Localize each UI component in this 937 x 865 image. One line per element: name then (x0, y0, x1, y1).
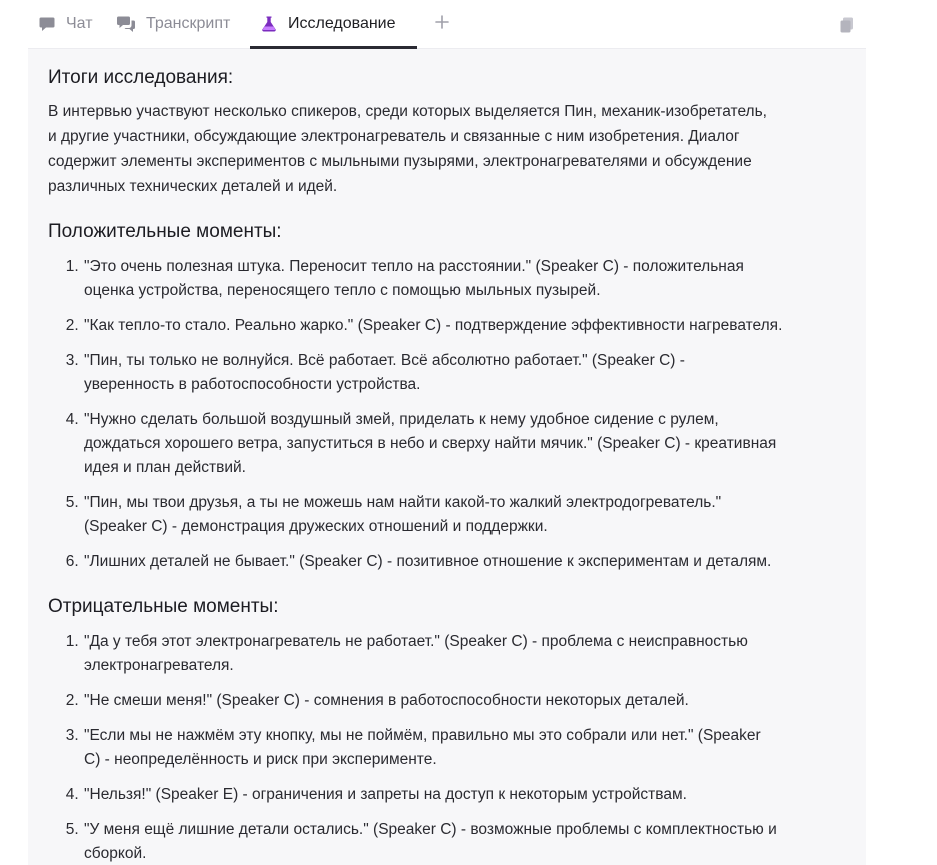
list-item (83, 255, 848, 303)
list-item-line: (Speaker C) - демонстрация дружеских отношений и поддержки. (84, 518, 548, 535)
add-tab-button[interactable] (432, 14, 452, 34)
list-item-line: "У меня ещё лишние детали остались." (Speaker C) - возможные проблемы с комплектностью и (84, 821, 777, 838)
list-item-line: оценка устройства, переносящего тепло с помощью мыльных пузырей. (84, 282, 601, 299)
copy-icon (838, 21, 856, 38)
list-item-line: дождаться хорошего ветра, запуститься в небо и сверху найти мячик." (Speaker C) - креативная (84, 435, 777, 452)
tab-research[interactable] (260, 0, 396, 48)
list-item-line: "Нельзя!" (Speaker E) - ограничения и запреты на доступ к некоторым устройствам. (84, 786, 687, 803)
list-item-line: "Не смеши меня!" (Speaker C) - сомнения в работоспособности некоторых деталей. (84, 692, 689, 709)
list-item-line: "Да у тебя этот электронагреватель не работает." (Speaker C) - проблема с неисправностью (84, 633, 748, 650)
list-item (83, 818, 848, 865)
list-item-line: электронагревателя. (84, 657, 234, 674)
transcript-bubbles-icon (116, 15, 136, 33)
plus-icon (435, 15, 449, 34)
summary-line: и другие участники, обсуждающие электронагреватель и связанные с ним изобретения. Диалог (48, 128, 740, 145)
tab-research-label: Исследование (288, 15, 396, 32)
negative-title: Отрицательные моменты: (48, 596, 279, 617)
list-item (83, 550, 848, 574)
list-item-line: "Пин, мы твои друзья, а ты не можешь нам найти какой-то жалкий электродогреватель." (84, 494, 722, 511)
list-item (83, 491, 848, 539)
list-item-line: "Как тепло-то стало. Реально жарко." (Speaker C) - подтверждение эффективности нагревателя. (84, 317, 783, 334)
tab-transcript[interactable] (116, 0, 230, 48)
list-item-line: идея и план действий. (84, 459, 246, 476)
list-item-line: сборкой. (84, 845, 147, 862)
tab-chat-label: Чат (66, 15, 93, 32)
tab-transcript-label: Транскрипт (146, 15, 231, 32)
summary-line: содержит элементы экспериментов с мыльными пузырями, электронагревателями и обсуждение (48, 153, 752, 170)
list-item (83, 689, 848, 713)
tab-bar (28, 0, 866, 49)
summary-line: различных технических деталей и идей. (48, 178, 338, 195)
list-item (83, 408, 848, 480)
summary-line: В интервью участвуют несколько спикеров, среди которых выделяется Пин, механик-изобретатель, (48, 103, 767, 120)
list-item-line: C) - неопределённость и риск при эксперименте. (84, 751, 437, 768)
research-panel (28, 49, 866, 865)
flask-icon (260, 15, 278, 33)
list-item-line: "Это очень полезная штука. Переносит тепло на расстоянии." (Speaker C) - положительная (84, 258, 744, 275)
positive-title: Положительные моменты: (48, 221, 282, 242)
list-item-line: "Нужно сделать большой воздушный змей, приделать к нему удобное сидение с рулем, (84, 411, 719, 428)
list-item (83, 783, 848, 807)
list-item (83, 724, 848, 772)
positive-list (48, 255, 848, 574)
negative-list (48, 630, 848, 865)
tab-chat[interactable] (38, 0, 93, 48)
copy-button[interactable] (838, 16, 856, 34)
list-item-line: "Если мы не нажмём эту кнопку, мы не поймём, правильно мы это собрали или нет." (Speaker (84, 727, 761, 744)
list-item-line: уверенность в работоспособности устройства. (84, 376, 421, 393)
summary-title: Итоги исследования: (48, 67, 234, 88)
summary-text (48, 99, 848, 199)
list-item (83, 630, 848, 678)
research-content (48, 65, 848, 865)
list-item-line: "Пин, ты только не волнуйся. Всё работает. Всё абсолютно работает." (Speaker C) - (84, 352, 685, 369)
list-item (83, 314, 848, 338)
list-item-line: "Лишних деталей не бывает." (Speaker C) - позитивное отношение к экспериментам и деталям. (84, 553, 772, 570)
chat-bubble-icon (38, 15, 56, 33)
list-item (83, 349, 848, 397)
